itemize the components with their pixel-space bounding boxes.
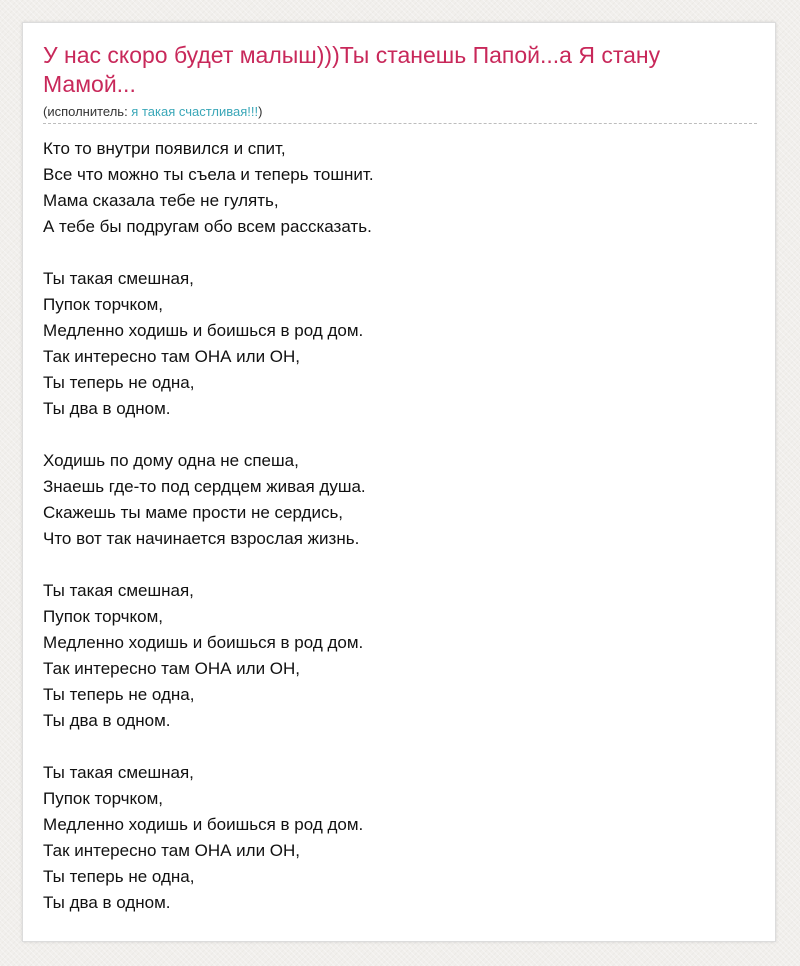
artist-line bbox=[43, 104, 262, 120]
artist-prefix: (исполнитель: bbox=[43, 104, 132, 119]
artist-link[interactable]: я такая счастливая!!! bbox=[131, 104, 259, 119]
artist-suffix: ) bbox=[258, 104, 263, 119]
title-divider bbox=[43, 123, 757, 124]
lyrics-text: Кто то внутри появился и спит, Все что можно ты съела и теперь тошнит. Мама сказала тебе не гулять, А тебе бы подругам обо всем рассказать. Ты такая смешная, Пупок торчком, Медленно ходишь и боишься в род дом. Так интересно там ОНА или ОН, Ты теперь не одна, Ты два в одном. Ходишь по дому одна не спеша, Знаешь где-то под сердцем живая душа. Скажешь ты маме прости не сердись, Что вот так начинается взрослая жизнь. Ты такая смешная, Пупок торчком, Медленно ходишь и боишься в род дом. Так интересно там ОНА или ОН, Ты теперь не одна, Ты два в одном. Ты такая смешная, Пупок торчком, Медленно ходишь и боишься в род дом. Так интересно там ОНА или ОН, Ты теперь не одна, Ты два в одном. bbox=[43, 139, 374, 912]
song-title: У нас скоро будет малыш)))Ты станешь Папой...а Я стану Мамой... bbox=[43, 42, 661, 97]
lyrics-card bbox=[22, 22, 776, 942]
